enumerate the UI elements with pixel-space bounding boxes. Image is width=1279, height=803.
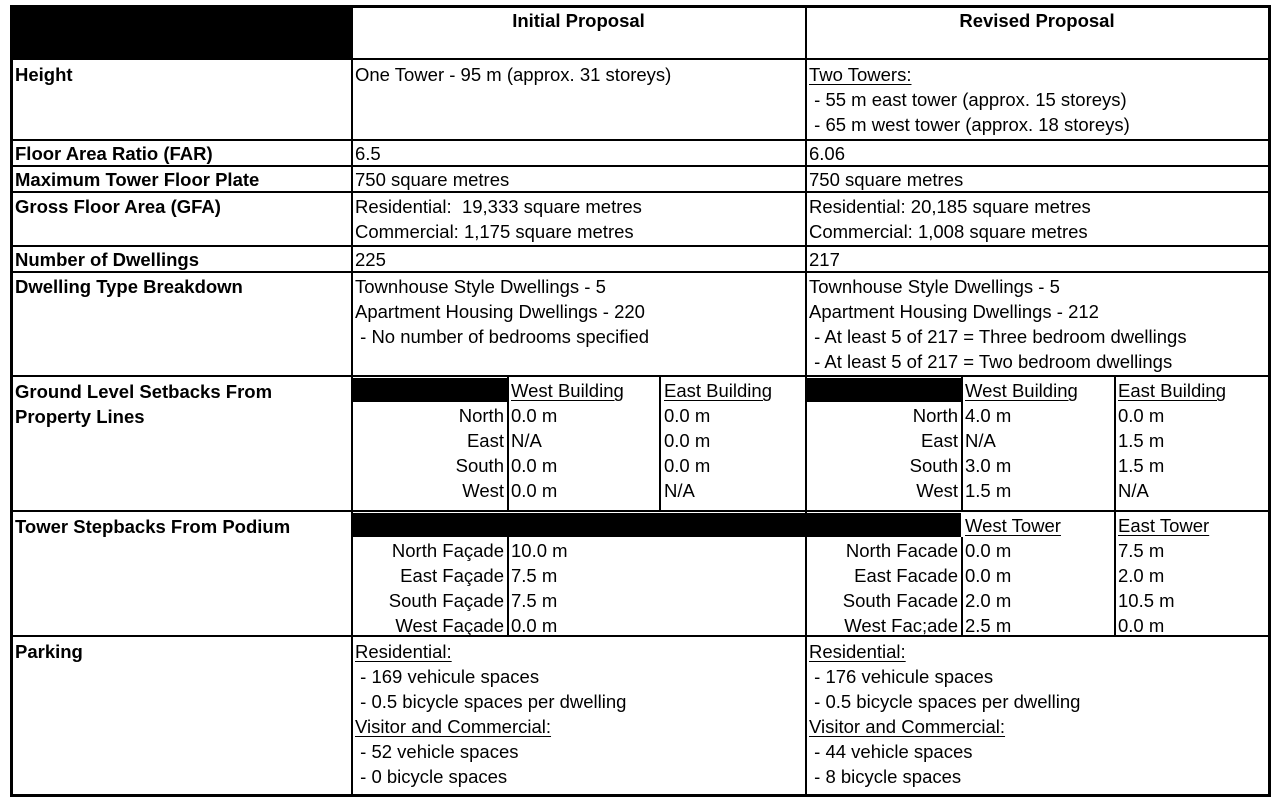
stepback-initial-facade: North Façade <box>391 540 504 561</box>
setback-revised-west-value: 1.5 m <box>965 480 1012 501</box>
stepback-revised-facade: East Facade <box>854 565 958 586</box>
stepback-initial-facade: East Façade <box>400 565 504 586</box>
setback-initial-direction: West <box>462 480 504 501</box>
setback-revised-west-header: West Building <box>965 380 1078 401</box>
stepback-revised-east-value: 10.5 m <box>1118 590 1175 611</box>
height-revised-line: - 65 m west tower (approx. 18 storeys) <box>809 114 1130 135</box>
setback-initial-east-header: East Building <box>664 380 772 401</box>
divider-row-setbacks <box>10 510 1271 512</box>
row-label-gfa: Gross Floor Area (GFA) <box>15 196 221 217</box>
parking-revised-line: - 0.5 bicycle spaces per dwelling <box>809 691 1081 712</box>
stepback-revised-west-value: 0.0 m <box>965 565 1012 586</box>
setback-revised-corner-fill <box>806 378 961 402</box>
setback-revised-direction: North <box>912 405 958 426</box>
setback-initial-west-header: West Building <box>511 380 624 401</box>
divider-col-1 <box>351 5 353 797</box>
row-label-far: Floor Area Ratio (FAR) <box>15 143 213 164</box>
setback-revised-east-value: 0.0 m <box>1118 405 1165 426</box>
dwelling-types-revised-line: Townhouse Style Dwellings - 5 <box>809 276 1060 297</box>
setback-initial-div-1 <box>507 377 509 511</box>
far-revised: 6.06 <box>809 143 846 164</box>
header-revised-proposal: Revised Proposal <box>959 10 1115 31</box>
dwelling-types-initial-line: Townhouse Style Dwellings - 5 <box>355 276 606 297</box>
stepback-revised-east-value: 2.0 m <box>1118 565 1165 586</box>
stepback-initial-value: 10.0 m <box>511 540 568 561</box>
stepback-revised-facade: South Facade <box>842 590 958 611</box>
stepback-revised-west-value: 2.0 m <box>965 590 1012 611</box>
parking-initial-line: - 169 vehicule spaces <box>355 666 540 687</box>
gfa-initial-line: Commercial: 1,175 square metres <box>355 221 634 242</box>
header-initial-proposal: Initial Proposal <box>512 10 645 31</box>
parking-revised-residential-heading: Residential: <box>809 641 906 662</box>
stepback-revised-east-value: 7.5 m <box>1118 540 1165 561</box>
stepback-revised-div-2 <box>1114 512 1116 636</box>
divider-row-types <box>10 375 1271 377</box>
stepback-revised-facade: North Facade <box>845 540 958 561</box>
dwellings-initial: 225 <box>355 249 386 270</box>
parking-revised-line: - 8 bicycle spaces <box>809 766 962 787</box>
dwellings-revised: 217 <box>809 249 840 270</box>
setback-revised-div-1 <box>961 377 963 511</box>
row-label-setbacks: Ground Level Setbacks From <box>15 381 273 402</box>
divider-row-stepbacks <box>10 635 1271 637</box>
stepback-header-fill <box>352 513 961 537</box>
parking-revised-visitor-heading: Visitor and Commercial: <box>809 716 1006 737</box>
setback-revised-east-value: N/A <box>1118 480 1149 501</box>
row-label-setbacks: Property Lines <box>15 406 145 427</box>
stepback-revised-facade: West Fac;ade <box>844 615 958 636</box>
divider-row-header <box>10 58 1271 60</box>
setback-initial-direction: North <box>458 405 504 426</box>
setback-initial-corner-fill <box>352 378 507 402</box>
border-bottom <box>10 794 1271 797</box>
setback-initial-east-value: 0.0 m <box>664 430 711 451</box>
gfa-revised-line: Residential: 20,185 square metres <box>809 196 1091 217</box>
floor-plate-initial: 750 square metres <box>355 169 510 190</box>
setback-revised-west-value: 4.0 m <box>965 405 1012 426</box>
stepback-initial-facade: West Façade <box>395 615 504 636</box>
setback-initial-direction: South <box>455 455 504 476</box>
height-revised-line: - 55 m east tower (approx. 15 storeys) <box>809 89 1127 110</box>
header-corner-fill <box>10 6 352 59</box>
setback-initial-west-value: 0.0 m <box>511 405 558 426</box>
setback-revised-east-value: 1.5 m <box>1118 455 1165 476</box>
parking-initial-line: - 0 bicycle spaces <box>355 766 508 787</box>
far-initial: 6.5 <box>355 143 381 164</box>
setback-revised-east-header: East Building <box>1118 380 1226 401</box>
dwelling-types-initial-line: Apartment Housing Dwellings - 220 <box>355 301 645 322</box>
setback-revised-west-value: 3.0 m <box>965 455 1012 476</box>
floor-plate-revised: 750 square metres <box>809 169 964 190</box>
stepback-revised-west-value: 2.5 m <box>965 615 1012 636</box>
row-label-parking: Parking <box>15 641 83 662</box>
setback-initial-west-value: 0.0 m <box>511 480 558 501</box>
stepback-revised-west-header: West Tower <box>965 515 1061 536</box>
setback-initial-west-value: 0.0 m <box>511 455 558 476</box>
gfa-initial-line: Residential: 19,333 square metres <box>355 196 642 217</box>
border-right <box>1268 5 1271 797</box>
parking-revised-line: - 44 vehicle spaces <box>809 741 973 762</box>
height-revised-heading: Two Towers: <box>809 64 912 85</box>
setback-initial-east-value: 0.0 m <box>664 405 711 426</box>
dwelling-types-revised-line: Apartment Housing Dwellings - 212 <box>809 301 1099 322</box>
stepback-revised-west-value: 0.0 m <box>965 540 1012 561</box>
divider-row-gfa <box>10 245 1271 247</box>
setback-revised-east-value: 1.5 m <box>1118 430 1165 451</box>
dwelling-types-revised-line: - At least 5 of 217 = Three bedroom dwellings <box>809 326 1187 347</box>
height-initial: One Tower - 95 m (approx. 31 storeys) <box>355 64 672 85</box>
setback-revised-div-2 <box>1114 377 1116 511</box>
divider-col-2 <box>805 5 807 797</box>
border-left <box>10 5 13 797</box>
setback-initial-div-2 <box>659 377 661 511</box>
stepback-initial-facade: South Façade <box>388 590 504 611</box>
parking-initial-line: - 0.5 bicycle spaces per dwelling <box>355 691 627 712</box>
parking-initial-residential-heading: Residential: <box>355 641 452 662</box>
setback-initial-west-value: N/A <box>511 430 542 451</box>
stepback-revised-east-value: 0.0 m <box>1118 615 1165 636</box>
setback-revised-direction: West <box>916 480 958 501</box>
stepback-initial-value: 7.5 m <box>511 565 558 586</box>
dwelling-types-revised-line: - At least 5 of 217 = Two bedroom dwellings <box>809 351 1173 372</box>
divider-row-dwellings <box>10 271 1271 273</box>
parking-revised-line: - 176 vehicule spaces <box>809 666 994 687</box>
setback-revised-west-value: N/A <box>965 430 996 451</box>
gfa-revised-line: Commercial: 1,008 square metres <box>809 221 1088 242</box>
stepback-revised-east-header: East Tower <box>1118 515 1210 536</box>
row-label-height: Height <box>15 64 73 85</box>
setback-revised-direction: South <box>909 455 958 476</box>
setback-initial-east-value: N/A <box>664 480 695 501</box>
parking-initial-visitor-heading: Visitor and Commercial: <box>355 716 552 737</box>
setback-initial-direction: East <box>466 430 504 451</box>
stepback-initial-value: 7.5 m <box>511 590 558 611</box>
row-label-stepbacks: Tower Stepbacks From Podium <box>15 516 291 537</box>
row-label-dwellings: Number of Dwellings <box>15 249 199 270</box>
stepback-initial-div <box>507 537 509 636</box>
row-label-floor-plate: Maximum Tower Floor Plate <box>15 169 260 190</box>
setback-initial-east-value: 0.0 m <box>664 455 711 476</box>
row-label-dwelling-types: Dwelling Type Breakdown <box>15 276 243 297</box>
parking-initial-line: - 52 vehicle spaces <box>355 741 519 762</box>
stepback-revised-div-1 <box>961 537 963 636</box>
setback-revised-direction: East <box>920 430 958 451</box>
dwelling-types-initial-line: - No number of bedrooms specified <box>355 326 650 347</box>
stepback-initial-value: 0.0 m <box>511 615 558 636</box>
